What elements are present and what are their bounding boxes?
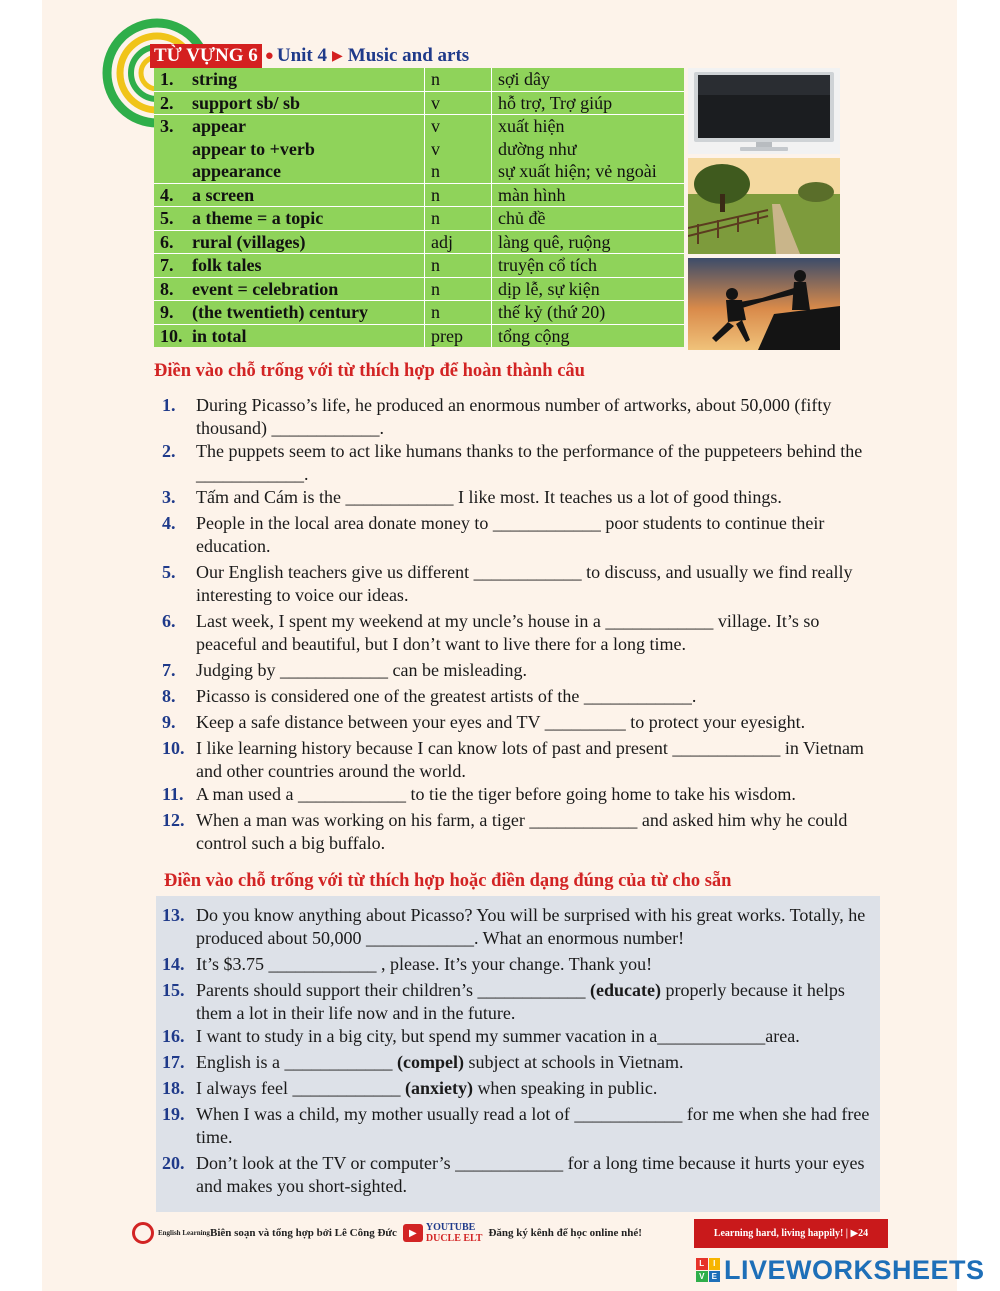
exercise-text <box>196 1051 874 1074</box>
section-1-heading: Điền vào chỗ trống với từ thích hợp để hoàn thành câu <box>154 361 585 381</box>
exercise-item <box>162 1152 874 1198</box>
vocab-word: string <box>192 69 237 89</box>
exercise-item <box>162 904 874 950</box>
exercise-text <box>196 979 874 1025</box>
exercise-number: 16. <box>162 1026 185 1046</box>
exercise-text <box>196 1152 874 1198</box>
exercise-item <box>162 659 874 682</box>
vocab-meaning: dịp lễ, sự kiện <box>492 277 685 301</box>
exercise-text-start: I want to study in a big city, but spend my summer vacation in a____________area. <box>196 1026 800 1046</box>
vocabulary-table <box>154 68 684 347</box>
vocab-word: rural (villages) <box>192 231 306 252</box>
vocab-word: appearance <box>192 161 281 181</box>
rural-road-image <box>688 158 840 254</box>
vocab-meaning: xuất hiện <box>492 115 685 138</box>
vocab-number: 1. <box>160 69 174 89</box>
exercise-item <box>162 1051 874 1074</box>
liveworksheets-logo-icon: L I V E <box>696 1258 720 1282</box>
exercise-item <box>162 1077 874 1100</box>
vocab-row <box>154 91 684 115</box>
vocab-number: 6. <box>160 231 174 252</box>
vocab-row <box>154 230 684 254</box>
vocab-number: 9. <box>160 302 174 322</box>
vocab-number: 5. <box>160 208 174 228</box>
exercise-text-start: Parents should support their children’s ____________ <box>196 980 590 1000</box>
exercise-number: 10. <box>162 738 185 758</box>
exercise-text: The puppets seem to act like humans thanks to the performance of the puppeteers behind the ____________. <box>196 441 863 484</box>
exercise-item <box>162 440 874 486</box>
exercise-text: Picasso is considered one of the greatest artists of the ____________. <box>196 686 697 706</box>
youtube-label: YOUTUBE <box>425 1222 476 1233</box>
vocab-meaning: tổng cộng <box>492 324 685 347</box>
vocab-word-type: prep <box>425 324 492 347</box>
exercise-item <box>162 737 874 783</box>
youtube-play-icon: ▶ <box>403 1224 423 1242</box>
exercise-number: 8. <box>162 686 176 706</box>
exercise-item <box>162 561 874 607</box>
vocab-word-type: n <box>425 254 492 278</box>
section-2-heading: Điền vào chỗ trống với từ thích hợp hoặc điền dạng đúng của từ cho sẵn <box>164 871 732 891</box>
vocab-row <box>154 68 684 91</box>
exercise-text: Keep a safe distance between your eyes and TV _________ to protect your eyesight. <box>196 712 806 732</box>
tv-screen-image <box>688 68 840 154</box>
vocab-meaning: hỗ trợ, Trợ giúp <box>492 91 685 115</box>
vocab-word-type: n <box>425 207 492 231</box>
exercise-text: Tấm and Cám is the ____________ I like most. It teaches us a lot of good things. <box>196 487 782 507</box>
unit-number: Unit 4 <box>276 45 328 66</box>
exercise-item <box>162 953 874 976</box>
exercise-text: Judging by ____________ can be misleading. <box>196 660 527 680</box>
vocab-meaning: chủ đề <box>492 207 685 231</box>
section-1-exercises <box>162 394 874 855</box>
exercise-number: 15. <box>162 980 185 1000</box>
exercise-text: People in the local area donate money to ____________ poor students to continue their education. <box>196 513 825 556</box>
exercise-number: 13. <box>162 905 185 925</box>
exercise-text: Our English teachers give us different ____________ to discuss, and usually we find really interesting to voice our ideas. <box>196 562 853 605</box>
vocab-word-type: v <box>425 115 492 138</box>
exercise-text-start: Do you know anything about Picasso? You will be surprised with his great works. Totally, he produced about 50,000 ____________. What an enormous number! <box>196 905 866 948</box>
vocab-number: 3. <box>160 116 174 136</box>
vocab-label: TỪ VỰNG 6 <box>150 44 262 68</box>
vocab-row <box>154 277 684 301</box>
vocab-meaning: thế kỷ (thứ 20) <box>492 301 685 325</box>
exercise-text-start: I always feel ____________ <box>196 1078 405 1098</box>
helping-hand-silhouette-image <box>688 258 840 350</box>
vocab-word: appear <box>192 116 246 136</box>
vocab-word: folk tales <box>192 255 262 275</box>
vocab-word: a theme = a topic <box>192 208 324 228</box>
exercise-number: 3. <box>162 487 176 507</box>
exercise-text <box>196 953 874 976</box>
vocab-row <box>154 301 684 325</box>
vocab-word: a screen <box>192 184 255 205</box>
vocab-word: (the twentieth) century <box>192 302 368 322</box>
exercise-text <box>196 904 874 950</box>
exercise-number: 12. <box>162 810 185 830</box>
vocab-row <box>154 160 684 183</box>
exercise-item <box>162 486 874 509</box>
exercise-text-start: English is a ____________ <box>196 1052 397 1072</box>
exercise-number: 6. <box>162 611 176 631</box>
exercise-number: 11. <box>162 784 184 804</box>
vocab-meaning: làng quê, ruộng <box>492 230 685 254</box>
exercise-item <box>162 394 874 440</box>
exercise-item <box>162 685 874 708</box>
exercise-item <box>162 809 874 855</box>
vocab-word: in total <box>192 325 247 346</box>
exercise-number: 19. <box>162 1104 185 1124</box>
vocab-word: appear to +verb <box>192 138 315 159</box>
exercise-text-end: subject at schools in Vietnam. <box>463 1052 684 1072</box>
exercise-number: 7. <box>162 660 176 680</box>
vocab-row <box>154 254 684 278</box>
exercise-number: 14. <box>162 954 185 974</box>
channel-name: DUCLE ELT <box>425 1233 483 1244</box>
word-form-hint: (anxiety) <box>404 1078 473 1098</box>
exercise-number: 17. <box>162 1052 185 1072</box>
word-form-hint: (educate) <box>589 980 661 1000</box>
exercise-text: I like learning history because I can know lots of past and present ____________ in Vietnam and other countries around the world. <box>196 738 864 781</box>
exercise-number: 4. <box>162 513 176 533</box>
exercise-text <box>196 1077 874 1100</box>
vocab-row <box>154 138 684 161</box>
exercise-text-start: It’s $3.75 ____________ , please. It’s your change. Thank you! <box>196 954 653 974</box>
exercise-number: 20. <box>162 1153 185 1173</box>
vocab-word-type: n <box>425 301 492 325</box>
word-form-hint: (compel) <box>397 1052 464 1072</box>
vocab-word-type: n <box>425 183 492 207</box>
vocab-word-type: v <box>425 138 492 161</box>
vocab-meaning: truyện cổ tích <box>492 254 685 278</box>
vocab-number: 8. <box>160 278 174 299</box>
section-2-exercises <box>162 904 874 1198</box>
exercise-text-end: when speaking in public. <box>472 1078 658 1098</box>
exercise-text <box>196 1025 874 1048</box>
exercise-item <box>162 783 874 806</box>
vocab-row <box>154 115 684 138</box>
exercise-number: 9. <box>162 712 176 732</box>
vocab-row <box>154 207 684 231</box>
slogan-page-number: Learning hard, living happily! | ▶24 <box>694 1219 888 1248</box>
vocab-word-type: n <box>425 277 492 301</box>
exercise-number: 18. <box>162 1078 185 1098</box>
exercise-item <box>162 711 874 734</box>
vocab-row <box>154 183 684 207</box>
vocab-number: 2. <box>160 92 174 113</box>
liveworksheets-text: LIVEWORKSHEETS <box>724 1254 985 1285</box>
exercise-item <box>162 979 874 1025</box>
exercise-text-end: properly because it helps them a lot in their life now and in the future. <box>196 980 845 1023</box>
exercise-text: During Picasso’s life, he produced an enormous number of artworks, about 50,000 (fifty thousand) ____________. <box>196 395 832 438</box>
vocab-word-type: v <box>425 91 492 115</box>
vocab-number: 7. <box>160 255 174 275</box>
exercise-text <box>196 1103 874 1149</box>
vocab-word-type: adj <box>425 230 492 254</box>
exercise-item <box>162 1103 874 1149</box>
logo-text: English Learning <box>158 1229 210 1237</box>
exercise-item <box>162 512 874 558</box>
exercise-text: Last week, I spent my weekend at my uncle’s house in a ____________ village. It’s so peaceful and beautiful, but I don’t want to live there for a long time. <box>196 611 820 654</box>
liveworksheets-watermark <box>696 1256 985 1284</box>
play-arrow-icon: ▶ <box>332 48 343 64</box>
vocab-word-type: n <box>425 160 492 183</box>
subscribe-text: Đăng ký kênh để học online nhé! <box>488 1227 642 1239</box>
unit-title <box>150 44 469 68</box>
vocab-meaning: màn hình <box>492 183 685 207</box>
vocab-meaning: sợi dây <box>498 69 551 89</box>
vocab-word: support sb/ sb <box>192 92 301 113</box>
exercise-item <box>162 610 874 656</box>
exercise-text: A man used a ____________ to tie the tiger before going home to take his wisdom. <box>196 784 796 804</box>
exercise-number: 1. <box>162 395 176 415</box>
youtube-badge[interactable] <box>403 1222 483 1244</box>
exercise-number: 2. <box>162 441 176 461</box>
bullet-dot-icon: ● <box>264 47 274 64</box>
author-credit: Biên soạn và tổng hợp bởi Lê Công Đức <box>210 1227 397 1239</box>
exercise-item <box>162 1025 874 1048</box>
unit-topic: Music and arts <box>347 45 470 66</box>
vocab-word: event = celebration <box>192 278 339 299</box>
vocab-row <box>154 324 684 347</box>
vocab-number: 4. <box>160 184 174 205</box>
footer-credits <box>132 1218 688 1248</box>
vocab-number: 10. <box>160 325 183 346</box>
vocab-meaning: dường như <box>498 138 577 159</box>
vocab-word-type: n <box>425 68 492 91</box>
english-learning-logo-icon <box>132 1222 154 1244</box>
vocab-meaning: sự xuất hiện; vẻ ngoài <box>498 161 657 181</box>
exercise-text: When a man was working on his farm, a tiger ____________ and asked him why he could control such a big buffalo. <box>196 810 848 853</box>
exercise-number: 5. <box>162 562 176 582</box>
exercise-text-start: When I was a child, my mother usually read a lot of ____________ for me when she had free time. <box>196 1104 870 1147</box>
exercise-text-start: Don’t look at the TV or computer’s ____________ for a long time because it hurts your eyes and makes you short-sighted. <box>196 1153 865 1196</box>
